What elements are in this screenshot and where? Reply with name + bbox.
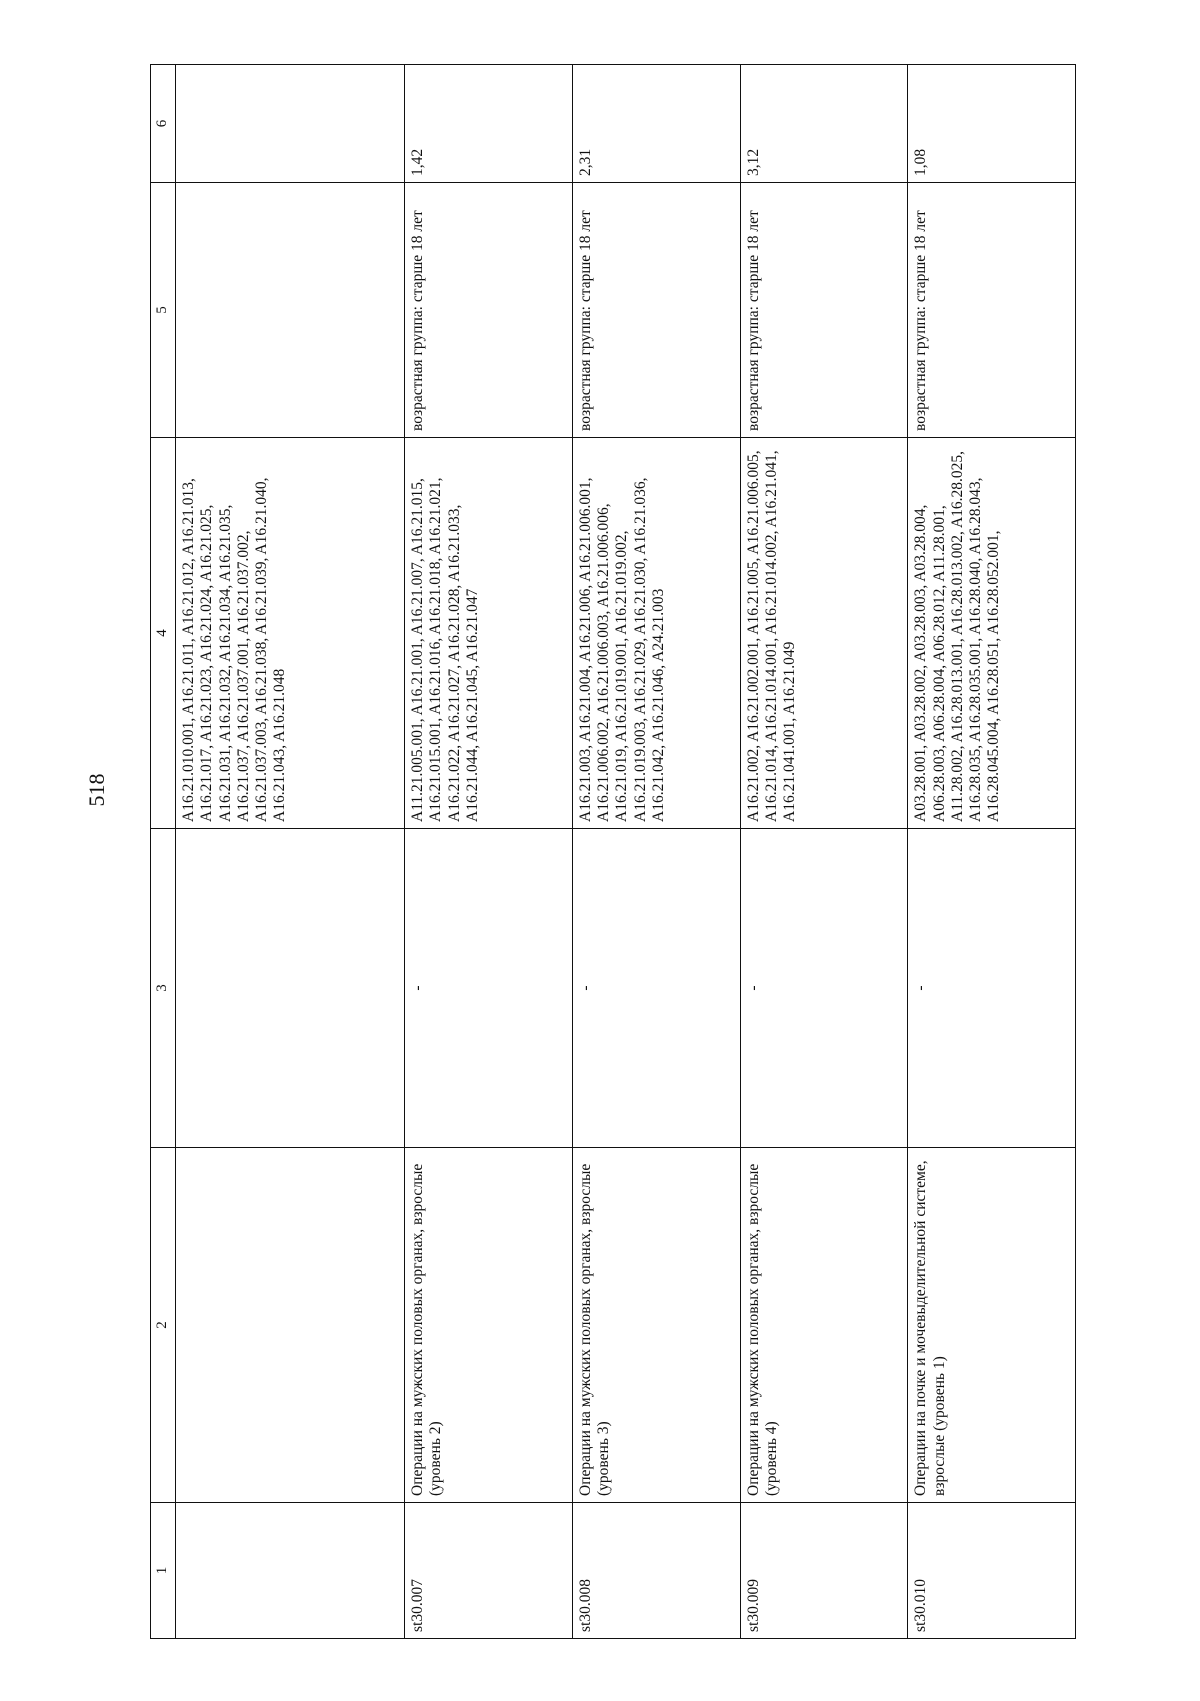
cell-criteria: возрастная группа: старше 18 лет — [740, 183, 908, 438]
column-header: 1 — [151, 1503, 176, 1639]
cell-col3 — [176, 829, 405, 1148]
cell-criteria: возрастная группа: старше 18 лет — [405, 183, 573, 438]
cell-code: st30.009 — [740, 1503, 908, 1639]
table-row — [740, 65, 908, 1639]
cell-code: st30.010 — [908, 1503, 1076, 1639]
cell-col3: - — [740, 829, 908, 1148]
cell-criteria — [176, 183, 405, 438]
cell-col3: - — [405, 829, 573, 1148]
cell-services: A11.21.005.001, A16.21.001, A16.21.007, A16.21.015, A16.21.015.001, A16.21.016, A16.21.018, A16.21.021, A16.21.022, A16.21.027, A16.21.028, A16.21.033, A16.21.044, A16.21.045, A16.21.047 — [405, 438, 573, 829]
table-row — [908, 65, 1076, 1639]
cell-col3: - — [908, 829, 1076, 1148]
column-header: 2 — [151, 1148, 176, 1503]
cell-services: A16.21.002, A16.21.002.001, A16.21.005, A16.21.006.005, A16.21.014, A16.21.014.001, A16.21.014.002, A16.21.041, A16.21.041.001, A16.21.049 — [740, 438, 908, 829]
table-header-row — [151, 65, 176, 1639]
cell-name: Операции на мужских половых органах, взрослые (уровень 2) — [405, 1148, 573, 1503]
cell-services: A16.21.010.001, A16.21.011, A16.21.012, A16.21.013, A16.21.017, A16.21.023, A16.21.024, A16.21.025, A16.21.031, A16.21.032, A16.21.034, A16.21.035, A16.21.037, A16.21.037.001, A16.21.037.002, A16.21.037.003, A16.21.038, A16.21.039, A16.21.040, A16.21.043, A16.21.048 — [176, 438, 405, 829]
cell-services: A16.21.003, A16.21.004, A16.21.006, A16.21.006.001, A16.21.006.002, A16.21.006.003, A16.21.006.006, A16.21.019, A16.21.019.001, A16.21.019.002, A16.21.019.003, A16.21.029, A16.21.030, A16.21.036, A16.21.042, A16.21.046, A24.21.003 — [572, 438, 740, 829]
cell-name — [176, 1148, 405, 1503]
rotated-table-container — [150, 65, 1076, 1639]
column-header: 4 — [151, 438, 176, 829]
cell-name: Операции на мужских половых органах, взрослые (уровень 4) — [740, 1148, 908, 1503]
cell-coefficient: 2,31 — [572, 65, 740, 183]
cell-code: st30.008 — [572, 1503, 740, 1639]
tariff-table — [150, 64, 1076, 1639]
table-row — [572, 65, 740, 1639]
cell-name: Операции на мужских половых органах, взрослые (уровень 3) — [572, 1148, 740, 1503]
cell-coefficient: 1,42 — [405, 65, 573, 183]
column-header: 3 — [151, 829, 176, 1148]
cell-col3: - — [572, 829, 740, 1148]
cell-code: st30.007 — [405, 1503, 573, 1639]
page-number-text: 518 — [84, 773, 109, 807]
cell-coefficient — [176, 65, 405, 183]
cell-code — [176, 1503, 405, 1639]
cell-criteria: возрастная группа: старше 18 лет — [908, 183, 1076, 438]
cell-coefficient: 1,08 — [908, 65, 1076, 183]
cell-criteria: возрастная группа: старше 18 лет — [572, 183, 740, 438]
column-header: 6 — [151, 65, 176, 183]
cell-name: Операции на почке и мочевыделительной системе, взрослые (уровень 1) — [908, 1148, 1076, 1503]
cell-services: A03.28.001, A03.28.002, A03.28.003, A03.28.004, A06.28.003, A06.28.004, A06.28.012, A11.28.001, A11.28.002, A16.28.013.001, A16.28.013.002, A16.28.025, A16.28.035, A16.28.035.001, A16.28.040, A16.28.043, A16.28.045.004, A16.28.051, A16.28.052.001, — [908, 438, 1076, 829]
column-header: 5 — [151, 183, 176, 438]
table-row — [405, 65, 573, 1639]
cell-coefficient: 3,12 — [740, 65, 908, 183]
table-row — [176, 65, 405, 1639]
